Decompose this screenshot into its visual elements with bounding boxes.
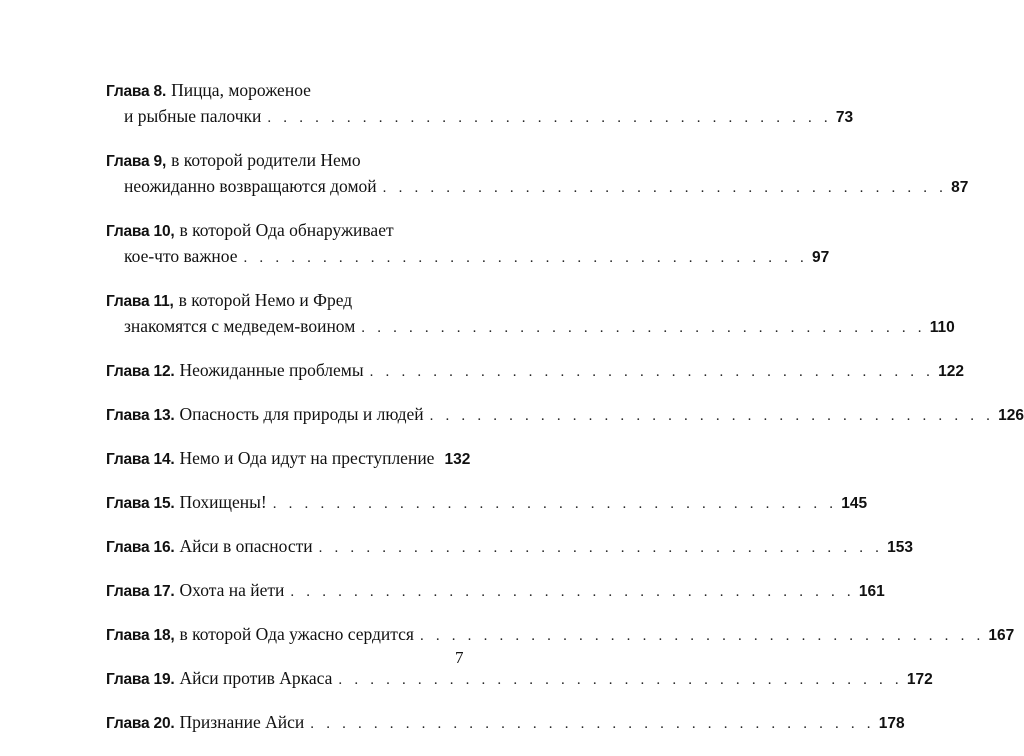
- dot-leader: . . . . . . . . . . . . . . . . . . . . . . . . . . . . . . . . . . . .: [419, 628, 985, 644]
- toc-entry-first-line: [106, 290, 470, 316]
- toc-entry-chapter-18[interactable]: [106, 624, 1015, 650]
- dot-leader: . . . . . . . . . . . . . . . . . . . . . . . . . . . . . . . . . . . .: [361, 320, 926, 336]
- page-number: 132: [444, 451, 471, 468]
- toc-entry-chapter-15[interactable]: [106, 492, 868, 518]
- toc-entry-chapter-16[interactable]: [106, 536, 913, 562]
- chapter-label: Глава 12.: [106, 363, 175, 380]
- toc-entry-line: [106, 404, 1024, 430]
- page-number: 172: [906, 671, 933, 688]
- page-number: 161: [858, 583, 885, 600]
- table-of-contents: [106, 80, 1024, 756]
- chapter-title: Айси в опасности: [179, 536, 313, 556]
- chapter-label: Глава 18,: [106, 627, 175, 644]
- chapter-title-continued: неожиданно возвращаются домой: [124, 176, 377, 196]
- dot-leader: . . . . . . . . . . . . . . . . . . . . . . . . . . . . . . . . . . . .: [338, 672, 903, 688]
- page-number: 145: [841, 495, 868, 512]
- dot-leader: . . . . . . . . . . . . . . . . . . . . . . . . . . . . . . . . . . . .: [429, 408, 995, 424]
- toc-entry-line: [106, 712, 905, 738]
- dot-leader: . . . . . . . . . . . . . . . . . . . . . . . . . . . . . . . . . . . .: [290, 584, 855, 600]
- chapter-label: Глава 10,: [106, 223, 175, 240]
- toc-entry-second-line: [106, 246, 830, 272]
- toc-entry-chapter-20[interactable]: [106, 712, 905, 738]
- page-folio-number: 7: [455, 648, 464, 667]
- chapter-label: Глава 19.: [106, 671, 175, 688]
- chapter-label: Глава 20.: [106, 715, 175, 732]
- chapter-title-continued: знакомятся с медведем-воином: [124, 316, 356, 336]
- dot-leader: . . . . . . . . . . . . . . . . . . . . . . . . . . . . . . . . . . . .: [318, 540, 884, 556]
- toc-entry-chapter-12[interactable]: [106, 360, 964, 386]
- chapter-title: в которой родители Немо: [171, 150, 361, 170]
- dot-leader: . . . . . . . . . . . . . . . . . . . . . . . . . . . . . . . . . . . .: [382, 180, 948, 196]
- chapter-title: Признание Айси: [179, 712, 305, 732]
- page-number: 167: [988, 627, 1015, 644]
- page-number: 153: [887, 539, 913, 556]
- toc-entry-chapter-19[interactable]: [106, 668, 933, 694]
- chapter-label: Глава 16.: [106, 539, 175, 556]
- toc-entry-second-line: [106, 106, 854, 132]
- chapter-title: Немо и Ода идут на преступление: [179, 448, 435, 468]
- toc-entry-line: [106, 624, 1015, 650]
- chapter-title: в которой Ода ужасно сердится: [179, 624, 414, 644]
- page-number: 178: [878, 715, 905, 732]
- chapter-title: в которой Ода обнаруживает: [179, 220, 394, 240]
- chapter-title: Пицца, мороженое: [171, 80, 311, 100]
- chapter-title-continued: кое-что важное: [124, 246, 238, 266]
- chapter-label: Глава 13.: [106, 407, 175, 424]
- toc-entry-line: [106, 668, 933, 694]
- chapter-label: Глава 8.: [106, 83, 167, 100]
- page-number: 122: [938, 363, 964, 380]
- chapter-title: в которой Немо и Фред: [178, 290, 353, 310]
- chapter-title: Похищены!: [179, 492, 267, 512]
- chapter-title: Неожиданные проблемы: [179, 360, 364, 380]
- page-number: 126: [998, 407, 1024, 424]
- chapter-label: Глава 14.: [106, 451, 175, 468]
- dot-leader: . . . . . . . . . . . . . . . . . . . . . . . . . . . . . . . . . . . .: [243, 250, 808, 266]
- toc-entry-chapter-8[interactable]: [106, 80, 854, 132]
- chapter-title: Охота на йети: [179, 580, 285, 600]
- toc-entry-first-line: [106, 80, 470, 106]
- toc-entry-chapter-13[interactable]: [106, 404, 1024, 430]
- chapter-title: Айси против Аркаса: [179, 668, 333, 688]
- page-number: 87: [951, 179, 969, 196]
- page-number: 110: [929, 319, 955, 336]
- chapter-title: Опасность для природы и людей: [179, 404, 424, 424]
- chapter-label: Глава 11,: [106, 293, 174, 310]
- toc-entry-chapter-10[interactable]: [106, 220, 830, 272]
- page-number: 97: [811, 249, 830, 266]
- dot-leader: . . . . . . . . . . . . . . . . . . . . . . . . . . . . . . . . . . . .: [272, 496, 838, 512]
- chapter-label: Глава 15.: [106, 495, 175, 512]
- toc-entry-chapter-14[interactable]: [106, 448, 470, 474]
- toc-entry-second-line: [106, 316, 955, 342]
- toc-entry-line: [106, 580, 885, 606]
- toc-entry-chapter-9[interactable]: [106, 150, 969, 202]
- page-number: 73: [835, 109, 854, 126]
- dot-leader: . . . . . . . . . . . . . . . . . . . . . . . . . . . . . . . . . . . .: [369, 364, 935, 380]
- toc-entry-first-line: [106, 220, 470, 246]
- dot-leader: . . . . . . . . . . . . . . . . . . . . . . . . . . . . . . . . . . . .: [310, 716, 875, 732]
- toc-entry-second-line: [106, 176, 969, 202]
- toc-entry-line: [106, 536, 913, 562]
- toc-entry-chapter-17[interactable]: [106, 580, 885, 606]
- dot-leader: . . . . . . . . . . . . . . . . . . . . . . . . . . . . . . . . . . . .: [267, 110, 832, 126]
- toc-entry-line: [106, 448, 470, 474]
- toc-entry-chapter-11[interactable]: [106, 290, 955, 342]
- toc-entry-line: [106, 360, 964, 386]
- chapter-title-continued: и рыбные палочки: [124, 106, 262, 126]
- toc-entry-line: [106, 492, 868, 518]
- toc-entry-first-line: [106, 150, 470, 176]
- chapter-label: Глава 9,: [106, 153, 167, 170]
- chapter-label: Глава 17.: [106, 583, 175, 600]
